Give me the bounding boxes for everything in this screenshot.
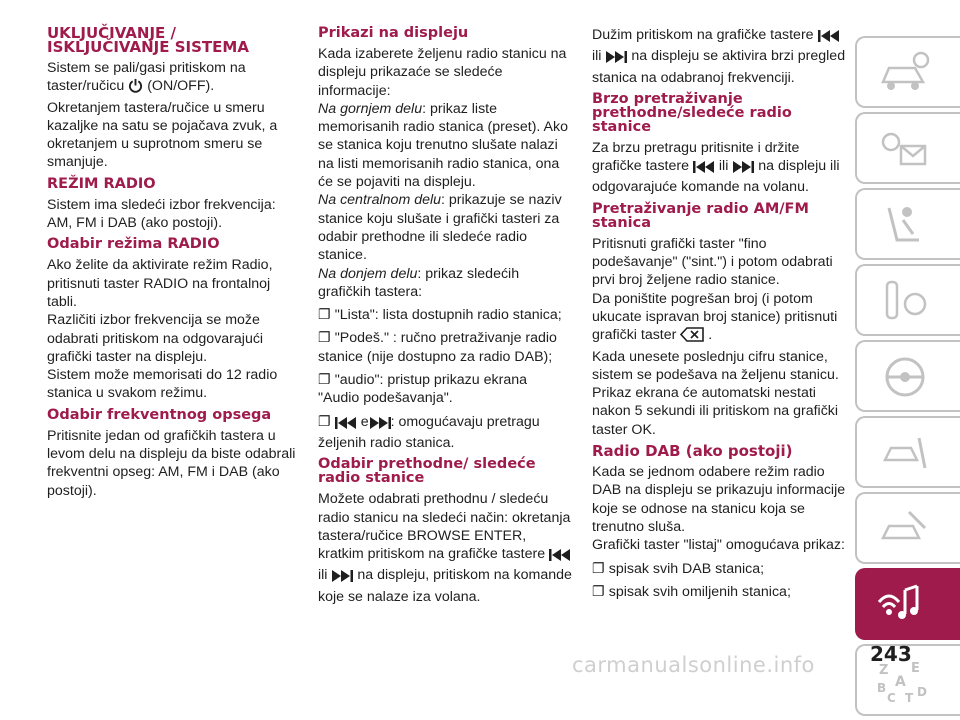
section-title-system-onoff: UKLJUČIVANJE / ISKLJUČIVANJE SISTEMA xyxy=(47,24,249,56)
watermark: carmanualsonline.info xyxy=(572,653,815,677)
tab-multimedia[interactable] xyxy=(855,568,960,640)
section-title-prev-next: Odabir prethodne/ sledeće radio stanice xyxy=(318,456,536,487)
wrench-car-icon xyxy=(875,504,935,554)
section-title-display: Prikazi na displeju xyxy=(318,25,469,41)
svg-text:D: D xyxy=(917,685,927,699)
bullet-item: ❐ "Lista": lista dostupnih radio stanica; xyxy=(318,307,562,324)
next-track-icon xyxy=(331,569,353,587)
next-track-icon xyxy=(732,160,754,178)
previous-track-icon xyxy=(818,29,840,47)
paragraph: Za brzu pretragu pritisnite i držite grafičke tastere ili na displeju ili odgovarajuće komande na volanu. xyxy=(592,139,840,196)
column-1 xyxy=(47,26,301,505)
bullet-item: ❐ spisak svih omiljenih stanica; xyxy=(592,583,791,600)
paragraph: Možete odabrati prethodnu / sledeću radio stanicu na sledeći način: okretanja tastera/ručice BROWSE ENTER, kratkim pritiskom na grafičke tastere ili na displeju, pritiskom na komande koje se nalaze iza volana. xyxy=(318,491,572,605)
steering-wheel-icon xyxy=(875,352,935,402)
tab-steering-wheel[interactable] xyxy=(855,340,960,412)
section-title-radio-mode: REŽIM RADIO xyxy=(47,175,156,192)
tab-seat-safety[interactable] xyxy=(855,188,960,260)
tab-breakdown[interactable] xyxy=(855,416,960,488)
multimedia-icon xyxy=(875,580,935,630)
bullet-item: ❐ spisak svih DAB stanica; xyxy=(592,560,765,577)
svg-text:E: E xyxy=(911,661,920,676)
section-title-fast-search: Brzo pretraživanje prethodne/sledeće radio stanice xyxy=(592,90,792,135)
paragraph: Pritisnite jedan od grafičkih tastera u levom delu na displeju da biste odabrali frekventni opseg: AM, FM i DAB (ako postoji). xyxy=(47,427,296,499)
tab-maintenance[interactable] xyxy=(855,492,960,564)
paragraph: Sistem se pali/gasi pritiskom na taster/ručicu (ON/OFF). Okretanjem tastera/ručice u smeru kazaljke na satu se pojačava zvuk, a okretanjem u suprotnom smeru se smanjuje. xyxy=(47,60,278,171)
key-ignition-icon xyxy=(875,276,935,326)
svg-text:T: T xyxy=(905,691,914,705)
section-title-band-select: Odabir frekventnog opsega xyxy=(47,406,272,423)
column-2 xyxy=(318,26,572,611)
previous-track-icon xyxy=(335,416,357,434)
section-title-dab: Radio DAB (ako postoji) xyxy=(592,442,793,461)
svg-text:Z: Z xyxy=(879,663,889,678)
next-track-icon xyxy=(369,416,391,434)
seat-safety-icon xyxy=(875,200,935,250)
backspace-icon xyxy=(680,327,704,347)
bullet-item: ❐ e : omogućavaju pretragu željenih radio stanica. xyxy=(318,413,540,451)
column-3 xyxy=(592,26,846,606)
chapter-tabs xyxy=(855,36,960,720)
breakdown-icon xyxy=(875,428,935,478)
paragraph: Pritisnuti grafički taster "fino podešavanje" ("sint.") i potom odabrati prvi broj željene radio stanice. Da poništite pogrešan broj (i potom ukucate ispravan broj stanice) pritisnuti grafički taster . Kada unesete poslednju cifru stanice, sistem se podešava na željenu stanicu. Prikaz ekrana će automatski nestati nakon 5 sekundi ili pritiskom na grafički taster OK. xyxy=(592,235,839,438)
previous-track-icon xyxy=(693,160,715,178)
warning-lights-icon xyxy=(875,124,935,174)
tab-warning-lights[interactable] xyxy=(855,112,960,184)
svg-text:C: C xyxy=(887,691,896,705)
tab-car-info[interactable] xyxy=(855,36,960,108)
previous-track-icon xyxy=(549,548,571,566)
paragraph: Ako želite da aktivirate režim Radio, pritisnuti taster RADIO na frontalnoj tabli. Različiti izbor frekvencija se može odabrati pritiskom na odgovarajući grafički taster na displeju. Sistem može memorisati do 12 radio stanica u svakom režimu. xyxy=(47,257,278,402)
section-title-select-radio: Odabir režima RADIO xyxy=(47,236,220,253)
section-title-amfm-search: Pretraživanje radio AM/FM stanica xyxy=(592,200,809,231)
paragraph: Kada se jednom odabere režim radio DAB na displeju se prikazuju informacije koje se odnose na stanicu koja se trenutno sluša. Grafički taster "listaj" omogućava prikaz: xyxy=(592,464,846,554)
bullet-item: ❐ "Podeš." : ručno pretraživanje radio stanice (nije dostupno za radio DAB); xyxy=(318,330,557,365)
page-number: 243 xyxy=(870,642,912,666)
paragraph: Kada izaberete željenu radio stanicu na displeju prikazaće se sledeće informacije: Na gornjem delu: prikaz liste memorisanih radio stanica (preset). Ako se stanica koju trenutno slušate nalazi na listi memorisanih radio stanica, ona će se pojaviti na displeju. Na centralnom delu: prikazuje se naziv stanice koju slušate i grafički tasteri za odabir prethodne ili sledeće radio stanice. Na donjem delu: prikaz sledećih grafičkih tastera: xyxy=(318,46,568,300)
paragraph: Sistem ima sledeći izbor frekvencija: AM, FM i DAB (ako postoji). xyxy=(47,196,276,232)
svg-text:A: A xyxy=(895,674,906,690)
car-info-icon xyxy=(875,48,935,98)
power-icon xyxy=(128,78,143,98)
paragraph: Dužim pritiskom na grafičke tastere ili na displeju se aktivira brzi pregled stanica na odabranoj frekvenciji. xyxy=(592,27,846,86)
bullet-item: ❐ "audio": pristup prikazu ekrana "Audio podešavanja". xyxy=(318,372,527,407)
tab-key-ignition[interactable] xyxy=(855,264,960,336)
next-track-icon xyxy=(605,50,627,68)
svg-text:B: B xyxy=(877,681,887,695)
